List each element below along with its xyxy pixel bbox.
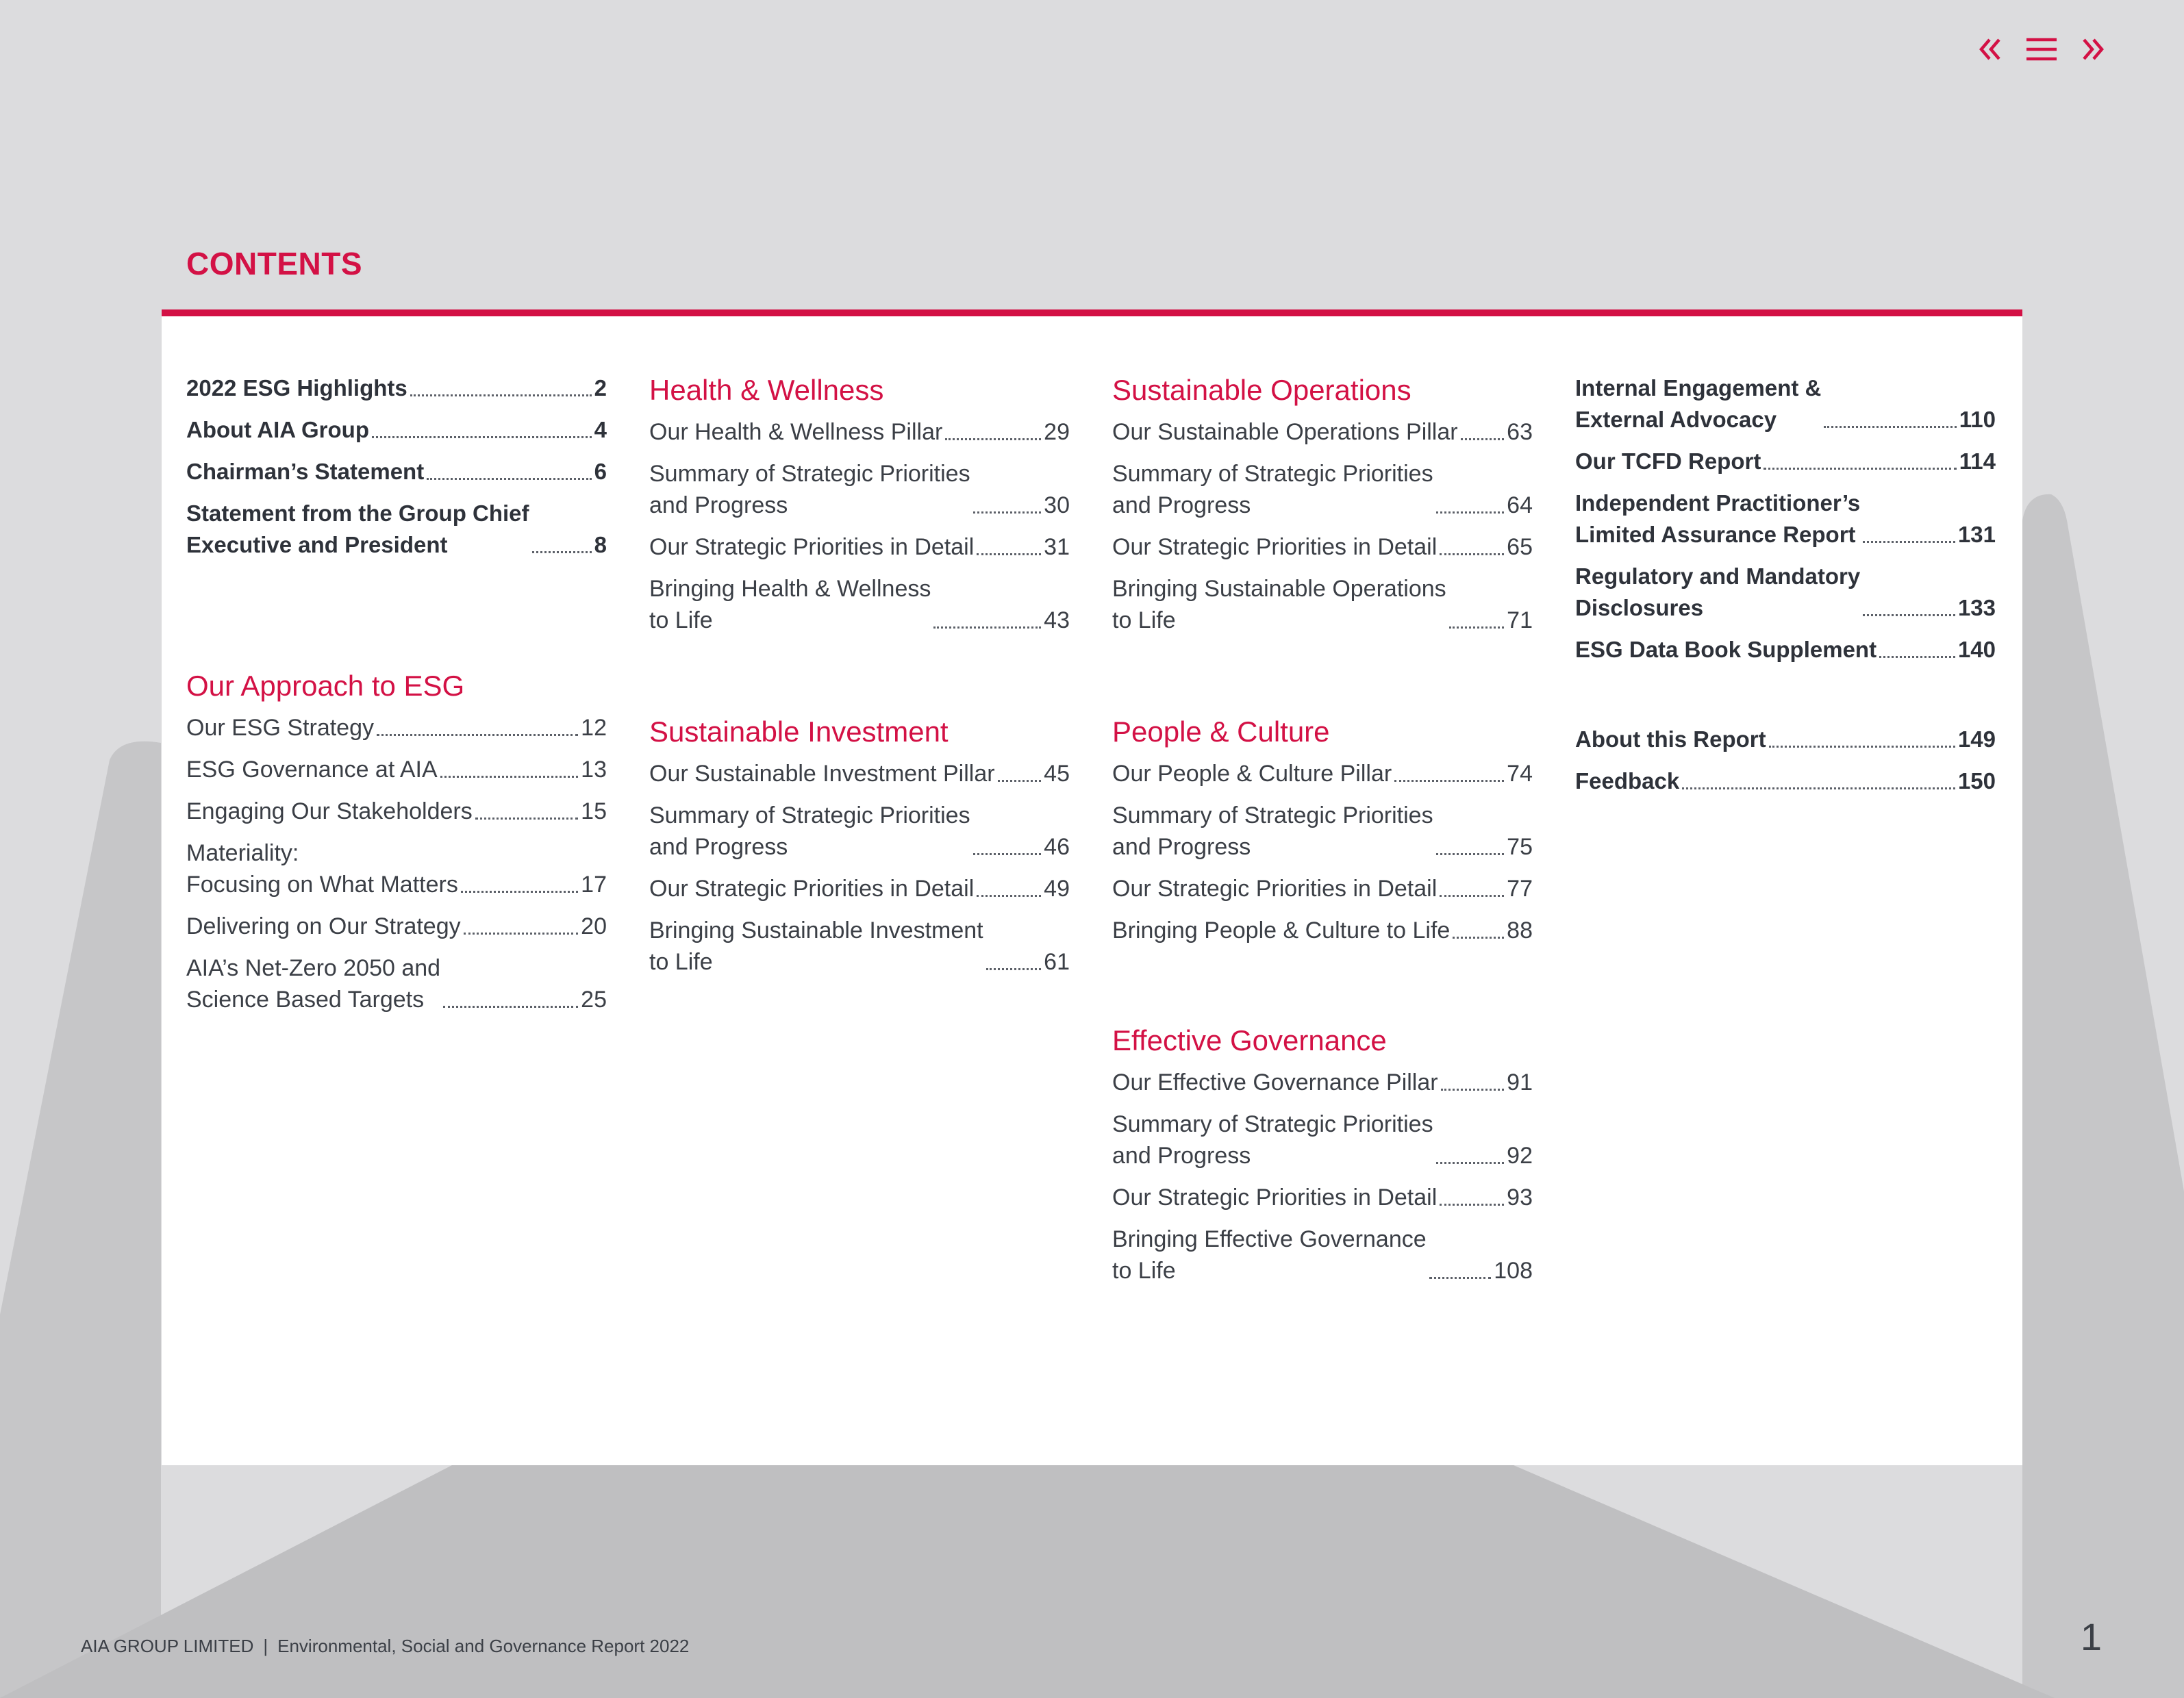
toc-entry-label: Our ESG Strategy [186,715,374,741]
leader-dots [998,780,1042,782]
toc-entry[interactable] [1112,531,1533,563]
section-effective-governance [1112,1023,1533,1287]
toc-entry[interactable] [649,758,1070,789]
toc-entry[interactable] [186,456,607,487]
toc-entry[interactable] [186,712,607,744]
toc-entry-page: 133 [1957,595,1996,620]
section-health-wellness [649,372,1070,636]
leader-dots [977,553,1041,555]
toc-entry-page: 63 [1507,419,1533,445]
leader-dots [973,511,1042,514]
toc-entry[interactable] [1112,915,1533,946]
leader-dots [945,438,1041,440]
toc-entry-page: 61 [1044,949,1070,975]
toc-entry[interactable] [186,414,607,446]
toc-entry-label: Engaging Our Stakeholders [186,798,473,824]
leader-dots [1461,438,1505,440]
toc-entry-page: 92 [1507,1143,1533,1169]
toc-entry[interactable] [186,837,607,900]
toc-entry-label: Bringing Sustainable Operations to Life [1112,576,1446,633]
contents-column-3 [1112,372,1533,1363]
section-title[interactable]: Health & Wellness [649,374,884,406]
toc-entry[interactable] [1112,458,1533,521]
toc-entry[interactable] [1112,800,1533,863]
page-title: CONTENTS [186,246,362,281]
toc-entry-label: Our Health & Wellness Pillar [649,419,943,445]
toc-entry-label: About this Report [1575,726,1766,752]
leader-dots [1879,656,1955,658]
toc-entry-label: Bringing Health & Wellness to Life [649,576,931,633]
toc-entry-label: Summary of Strategic Priorities and Progress [649,461,970,518]
toc-entry[interactable] [1575,446,1996,477]
toc-entry-page: 45 [1044,761,1070,787]
toc-entry-label: Summary of Strategic Priorities and Progress [649,802,970,860]
toc-entry[interactable] [186,372,607,404]
reports-section [1575,372,1996,666]
toc-entry[interactable] [649,915,1070,978]
toc-entry[interactable] [186,796,607,827]
toc-entry-page: 29 [1044,419,1070,445]
toc-entry-page: 49 [1044,876,1070,902]
toc-entry[interactable] [186,498,607,561]
leader-dots [1394,780,1504,782]
leader-dots [1440,1204,1504,1206]
toc-entry-page: 93 [1507,1184,1533,1211]
toc-entry-label: Our Strategic Priorities in Detail [649,534,975,560]
toc-entry-page: 75 [1507,834,1533,860]
leader-dots [464,933,579,935]
toc-entry-label: Feedback [1575,768,1680,794]
toc-entry-label: Independent Practitioner’s Limited Assurance Report [1575,490,1861,547]
leader-dots [377,734,578,736]
toc-entry[interactable] [649,416,1070,448]
leader-dots [1429,1277,1492,1279]
toc-entry-page: 31 [1044,534,1070,560]
page-footer [81,1636,689,1657]
toc-entry-label: Summary of Strategic Priorities and Progress [1112,461,1433,518]
toc-entry[interactable] [649,873,1070,904]
section-sustainable-operations [1112,372,1533,636]
leader-dots [410,394,592,396]
toc-entry-label: Delivering on Our Strategy [186,913,461,939]
contents-column-1 [186,372,607,1026]
contents-panel [162,309,2022,1465]
toc-entry-page: 150 [1957,768,1996,794]
leader-dots [933,626,1041,629]
toc-entry-label: Our TCFD Report [1575,448,1761,474]
leader-dots [1436,511,1505,514]
leader-dots [1436,1162,1505,1164]
toc-entry-label: Summary of Strategic Priorities and Progress [1112,1111,1433,1169]
toc-entry-page: 71 [1507,607,1533,633]
section-title[interactable]: Effective Governance [1112,1024,1387,1056]
section-sustainable-investment [649,714,1070,978]
leader-dots [532,551,592,553]
leader-dots [1441,1089,1505,1091]
toc-entry-page: 74 [1507,761,1533,787]
leader-dots [440,776,579,778]
toc-entry-page: 46 [1044,834,1070,860]
leader-dots [1682,787,1955,789]
section-our-approach-to-esg [186,668,607,1015]
hamburger-menu-icon[interactable] [2025,36,2058,63]
footer-separator: | [263,1636,268,1656]
leader-dots [372,436,592,438]
section-title[interactable]: Our Approach to ESG [186,670,465,702]
toc-entry-page: 114 [1959,448,1996,474]
toc-entry-label: Chairman’s Statement [186,459,425,484]
leader-dots [1449,626,1505,629]
leader-dots [1863,541,1955,543]
about-section [1575,724,1996,797]
leader-dots [427,478,591,480]
footer-report-title: Environmental, Social and Governance Report 2022 [277,1636,690,1656]
toc-entry-page: 25 [581,987,607,1013]
toc-entry-page: 17 [581,872,607,898]
toc-entry[interactable] [1112,1108,1533,1171]
leader-dots [1863,614,1955,616]
leader-dots [986,968,1042,970]
toc-entry-label: Our Sustainable Operations Pillar [1112,419,1458,445]
general-section [186,372,607,561]
toc-entry-page: 2 [594,375,607,401]
toc-entry[interactable] [649,573,1070,636]
toc-entry-page: 65 [1507,534,1533,560]
leader-dots [1453,937,1504,939]
toc-entry-label: About AIA Group [186,417,369,442]
toc-entry[interactable] [1575,372,1996,435]
toc-entry[interactable] [186,754,607,785]
toc-entry-page: 20 [581,913,607,939]
leader-dots [977,895,1041,897]
toc-entry-page: 43 [1044,607,1070,633]
toc-entry-page: 13 [581,757,607,783]
leader-dots [443,1006,578,1008]
toc-entry-label: Our Strategic Priorities in Detail [1112,1184,1438,1211]
toc-entry-label: Bringing Effective Governance to Life [1112,1226,1427,1284]
toc-entry-label: Statement from the Group Chief Executive and President [186,500,529,557]
toc-entry[interactable] [1112,873,1533,904]
toc-entry-page: 77 [1507,876,1533,902]
toc-entry-page: 108 [1494,1258,1533,1284]
toc-entry-page: 30 [1044,492,1070,518]
toc-entry-label: Our Strategic Priorities in Detail [1112,876,1438,902]
toc-entry[interactable] [649,531,1070,563]
spacer [186,571,607,668]
leader-dots [1436,853,1505,855]
toc-entry[interactable] [1112,1067,1533,1098]
section-people-culture [1112,714,1533,946]
toc-entry[interactable] [1112,758,1533,789]
toc-entry-label: ESG Data Book Supplement [1575,637,1877,662]
toc-entry-page: 12 [581,715,607,741]
toc-entry[interactable] [1575,724,1996,755]
leader-dots [475,818,578,820]
leader-dots [1824,426,1956,428]
toc-entry-label: ESG Governance at AIA [186,757,438,783]
contents-column-4 [1575,372,1996,807]
toc-entry-page: 110 [1959,407,1996,432]
toc-entry[interactable] [649,800,1070,863]
toc-entry-label: Our Sustainable Investment Pillar [649,761,995,787]
toc-entry-label: Internal Engagement & External Advocacy [1575,375,1822,432]
toc-entry-label: AIA’s Net-Zero 2050 and Science Based Targets [186,955,441,1013]
spacer [1575,676,1996,724]
toc-entry-page: 91 [1507,1069,1533,1095]
toc-entry-page: 131 [1957,522,1996,547]
footer-company: AIA GROUP LIMITED [81,1636,254,1656]
leader-dots [1440,553,1504,555]
toc-entry[interactable] [649,458,1070,521]
toc-entry-label: Materiality: Focusing on What Matters [186,840,458,898]
toc-entry[interactable] [1575,634,1996,666]
toc-entry-label: Regulatory and Mandatory Disclosures [1575,563,1861,620]
toc-entry-page: 6 [594,459,607,484]
leader-dots [1763,468,1956,470]
double-chevron-right-icon[interactable] [2080,36,2107,63]
toc-entry-label: Summary of Strategic Priorities and Progress [1112,802,1433,860]
toc-entry-page: 140 [1957,637,1996,662]
toc-entry[interactable] [1575,561,1996,624]
toc-entry-page: 64 [1507,492,1533,518]
toc-entry[interactable] [1112,1182,1533,1213]
section-title[interactable]: People & Culture [1112,715,1330,748]
toc-entry-label: Bringing People & Culture to Life [1112,917,1451,943]
leader-dots [973,853,1042,855]
toc-entry[interactable] [1112,1224,1533,1287]
double-chevron-left-icon[interactable] [1976,36,2003,63]
toc-entry[interactable] [186,911,607,942]
toc-entry-label: 2022 ESG Highlights [186,375,407,401]
toc-entry[interactable] [1112,416,1533,448]
section-title[interactable]: Sustainable Operations [1112,374,1411,406]
toc-entry-page: 4 [594,417,607,442]
toc-entry-label: Bringing Sustainable Investment to Life [649,917,983,975]
toc-entry[interactable] [186,952,607,1015]
toc-entry[interactable] [1112,573,1533,636]
toc-entry-label: Our People & Culture Pillar [1112,761,1392,787]
leader-dots [1769,746,1955,748]
toc-entry-page: 88 [1507,917,1533,943]
page-navigation [1976,36,2107,63]
page-number: 1 [2080,1615,2102,1658]
toc-entry-label: Our Strategic Priorities in Detail [1112,534,1438,560]
section-title[interactable]: Sustainable Investment [649,715,949,748]
toc-entry[interactable] [1575,487,1996,550]
leader-dots [1440,895,1504,897]
toc-entry[interactable] [1575,765,1996,797]
toc-entry-label: Our Strategic Priorities in Detail [649,876,975,902]
toc-entry-page: 8 [594,532,607,557]
toc-entry-page: 15 [581,798,607,824]
contents-column-2 [649,372,1070,1054]
toc-entry-page: 149 [1957,726,1996,752]
leader-dots [461,891,578,893]
toc-entry-label: Our Effective Governance Pillar [1112,1069,1438,1095]
